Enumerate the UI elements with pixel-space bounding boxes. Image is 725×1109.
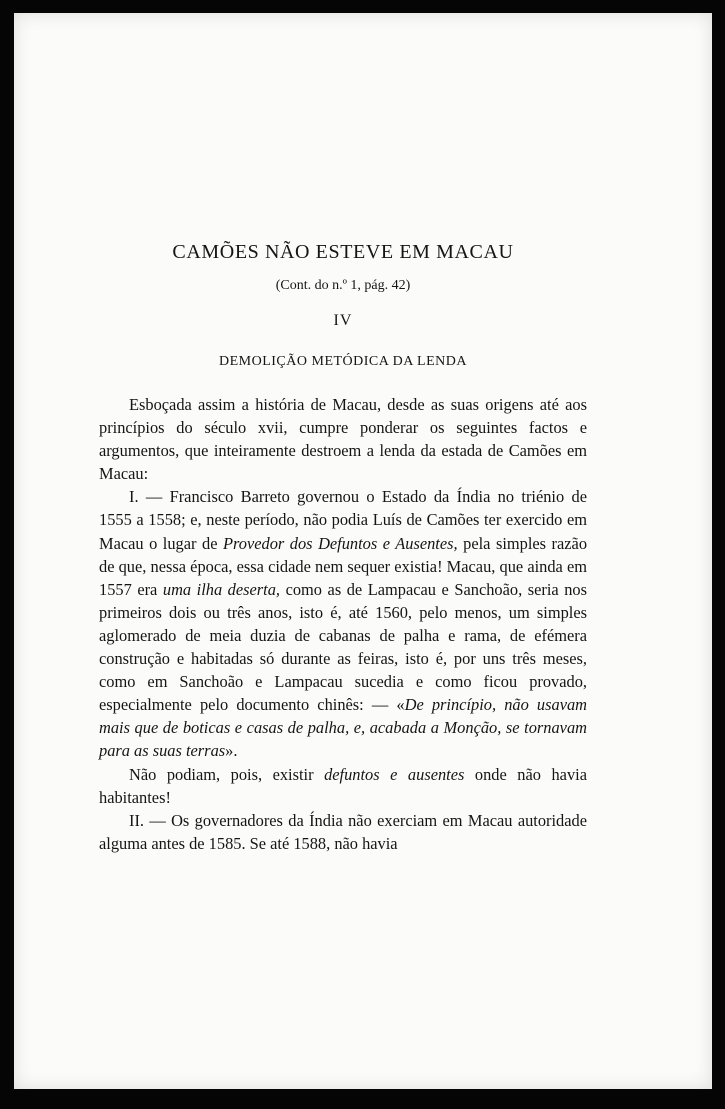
book-page [14, 13, 712, 1089]
section-number: IV [333, 312, 353, 329]
paragraph-intro: Esboçada assim a história de Macau, desde as suas origens até aos princípios do século xvii, cumpre ponderar os seguintes factos e argumentos, que inteiramente destroem a lenda da estada de Camões em Macau: [99, 395, 587, 484]
italic-run: uma ilha deserta, [162, 579, 281, 599]
italic-run: Provedor dos Defuntos e Ausentes, [222, 533, 458, 553]
text-run: I. — Francisco Barreto governou o Estado da Índia no triénio de 1555 a 1558; e, neste período, não podia Luís de Camões ter exercido em Macau o lugar de [99, 487, 587, 553]
paragraph-conclusion [99, 763, 587, 809]
text-run: pela simples razão de que, nessa época, essa cidade nem sequer existia! Macau, que ainda em 1557 era [99, 533, 588, 599]
text-run: Não podiam, pois, existir [129, 764, 325, 784]
italic-run: defuntos e ausentes [324, 764, 465, 784]
article-subtitle: (Cont. do n.º 1, pág. 42) [275, 278, 411, 293]
paragraph-point-one [99, 485, 587, 762]
text-run: ». [225, 741, 238, 761]
italic-quote: De princípio, não usavam mais que de boticas e casas de palha, e, acabada a Monção, se tornavam para as suas terras [99, 695, 587, 761]
text-run: como as de Lampacau e Sanchoão, seria nos primeiros dois ou três anos, isto é, até 1560, pelo menos, um simples aglomerado de meia duzia de cabanas de palha e rama, de efémera construção e habitadas só durante as feiras, isto é, por uns três meses, como em Sanchoão e Lampacau sucedia e como ficou provado, especialmente pelo documento chinês: — « [99, 579, 587, 715]
section-title: DEMOLIÇÃO METÓDICA DA LENDA [219, 354, 467, 369]
text-run: onde não havia habitantes! [99, 764, 587, 807]
page-content [99, 241, 587, 855]
article-title: CAMÕES NÃO ESTEVE EM MACAU [172, 241, 514, 263]
paragraph-point-two: II. — Os governadores da Índia não exerciam em Macau autoridade alguma antes de 1585. Se até 1588, não havia [99, 810, 587, 853]
